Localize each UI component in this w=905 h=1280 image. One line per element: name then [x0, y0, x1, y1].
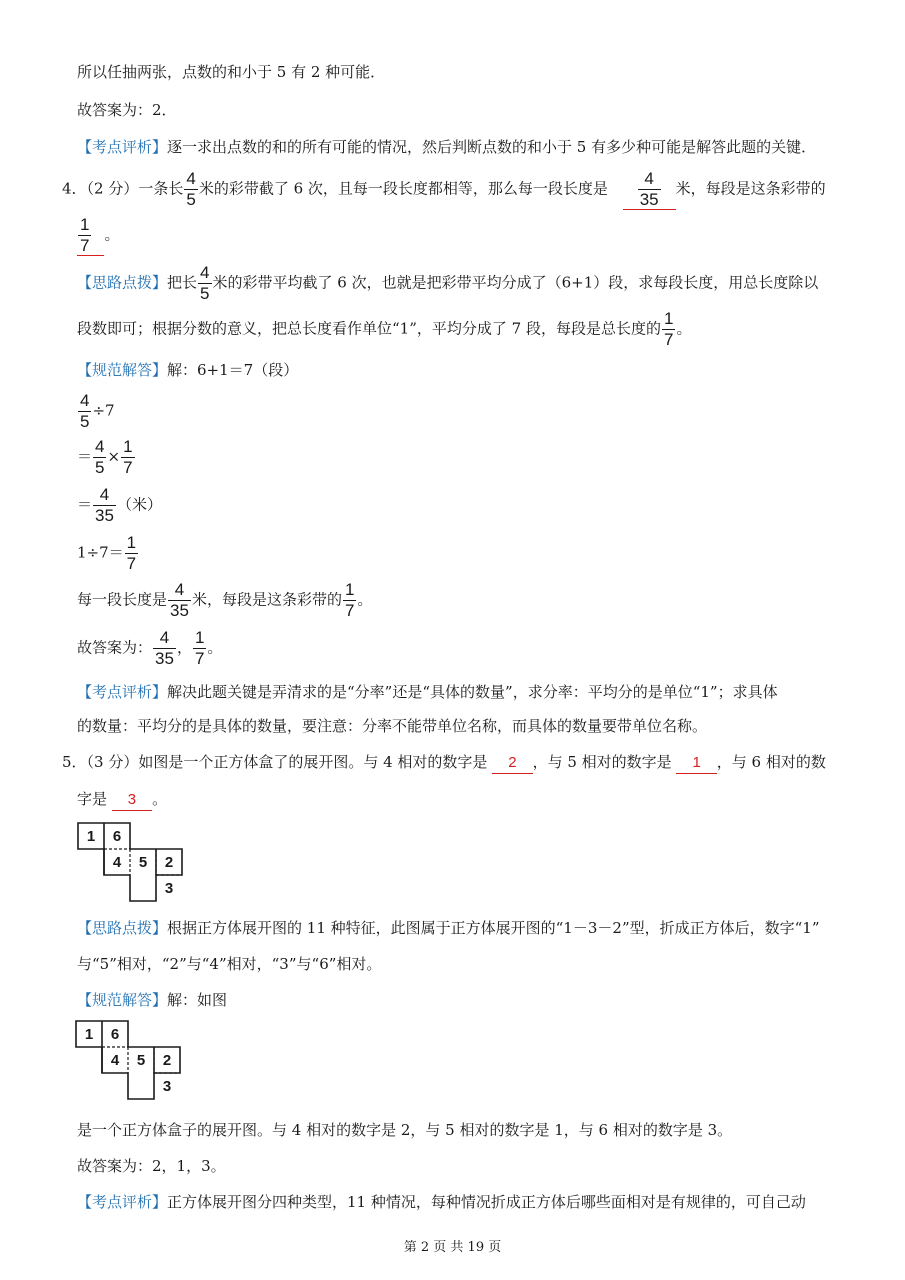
solution-text: 解：如图: [167, 991, 228, 1009]
q4-text-d: 。: [104, 225, 120, 244]
hint-text: 根据正方体展开图的 11 种特征，此图属于正方体展开图的“1－3－2”型，折成正方体后，数字“1”: [167, 919, 820, 937]
question-5-cont: [77, 789, 167, 811]
fraction-4-5: $\frac{4}{5}$: [80, 391, 90, 431]
question-4-cont: [77, 216, 119, 256]
hint-text-c: 段数即可；根据分数的意义，把总长度看作单位“1”，平均分成了 7 段，每段是总长度的: [77, 319, 661, 338]
each-segment-line: [77, 581, 372, 620]
question-5: [62, 752, 826, 774]
page-footer: 第 2 页 共 19 页: [403, 1240, 502, 1255]
solution-line: [77, 360, 298, 380]
answer-4-text: 故答案为：: [77, 638, 153, 657]
calc-step-3: [77, 486, 162, 525]
q4-text-b: 米的彩带截了 6 次，且每一段长度都相等，那么每一段长度是: [198, 179, 608, 198]
each-text-a: 每一段长度是: [77, 590, 168, 609]
q5-text-b: ，与 5 相对的数字是: [532, 753, 672, 771]
analysis-tag: 【考点评析】: [77, 683, 168, 701]
hint-text-d: 。: [676, 319, 692, 338]
fraction-4-5: $\frac{4}{5}$: [200, 263, 210, 303]
comma: ，: [176, 638, 192, 657]
q5-answer-2: 1: [676, 753, 716, 774]
q4-answer-blank-1: [623, 170, 676, 210]
cube-net-diagram-2: [75, 1020, 185, 1102]
solution-tag: 【规范解答】: [77, 361, 168, 379]
fraction-1-7: $\frac{1}{7}$: [126, 533, 137, 573]
fraction-1-7: $\frac{1}{7}$: [663, 309, 674, 349]
calc-step-4: [77, 534, 139, 573]
q4-answer-blank-2: [77, 216, 104, 256]
analysis-line: [77, 137, 816, 157]
cube-net-diagram: [77, 822, 187, 904]
times-sign: ×: [107, 447, 121, 466]
q5-answer-3: 3: [112, 790, 152, 811]
fraction-4-5: $\frac{4}{5}$: [186, 169, 196, 209]
analysis-tag: 【考点评析】: [77, 1193, 168, 1211]
q4-text-a: 4．（2 分）一条长: [62, 179, 184, 198]
net-face-4: 4: [112, 853, 122, 871]
hint-line: [77, 264, 818, 303]
calc-text: ÷7: [92, 401, 115, 420]
analysis-5-line: [77, 1192, 806, 1212]
analysis-4-line: [77, 682, 778, 702]
calc-step-1: [77, 392, 115, 431]
fraction-4-35: $\frac{4}{35}$: [95, 485, 114, 525]
fraction-1-7: $\frac{1}{7}$: [194, 628, 205, 668]
equals: ＝: [77, 447, 93, 466]
hint-tag: 【思路点拨】: [77, 919, 168, 937]
answer-line: 故答案为：2．: [77, 101, 177, 119]
q5-text-d: 字是: [77, 790, 108, 808]
q5-text-a: 5．（3 分）如图是一个正方体盒了的展开图。与 4 相对的数字是: [62, 753, 488, 771]
hint-5-line: [77, 918, 820, 938]
answer-4-line: [77, 629, 222, 668]
net-face-6: 6: [112, 827, 122, 845]
equals: ＝: [77, 495, 93, 514]
hint-5-line-2: 与“5”相对，“2”与“4”相对，“3”与“6”相对。: [77, 955, 382, 973]
analysis-text: 逐一求出点数的和的所有可能的情况，然后判断点数的和小于 5 有多少种可能是解答此题的关键．: [167, 138, 817, 156]
conclusion-5-line: 是一个正方体盒子的展开图。与 4 相对的数字是 2，与 5 相对的数字是 1，与 6 相对的数字是 3。: [77, 1121, 733, 1139]
analysis-tag: 【考点评析】: [77, 138, 168, 156]
analysis-text: 正方体展开图分四种类型，11 种情况，每种情况折成正方体后哪些面相对是有规律的，可自己动: [167, 1193, 806, 1211]
fraction-4-35: $\frac{4}{35}$: [170, 580, 189, 620]
net-face-2: 2: [164, 853, 174, 871]
calc-text: 1÷7＝: [77, 543, 124, 562]
q5-text-e: 。: [152, 790, 168, 808]
solution-5-line: [77, 990, 227, 1010]
solution-tag: 【规范解答】: [77, 991, 168, 1009]
fraction-1-7: $\frac{1}{7}$: [344, 580, 355, 620]
unit-text: （米）: [116, 495, 162, 514]
net-face-5: 5: [138, 853, 148, 871]
solution-text: 解：6+1＝7（段）: [167, 361, 299, 379]
q5-text-c: ，与 6 相对的数: [716, 753, 826, 771]
net-face-6: 6: [110, 1025, 120, 1043]
fraction-4-5: $\frac{4}{5}$: [95, 437, 105, 477]
q4-text-c: 米，每段是这条彩带的: [675, 179, 826, 198]
net-face-1: 1: [84, 1025, 94, 1043]
net-face-3: 3: [162, 1077, 172, 1095]
net-face-1: 1: [86, 827, 96, 845]
question-4: [62, 170, 826, 210]
each-text-b: 米，每段是这条彩带的: [191, 590, 342, 609]
hint-tag: 【思路点拨】: [77, 273, 168, 292]
answer-5-line: 故答案为：2，1，3。: [77, 1157, 226, 1175]
fraction-4-35: $\frac{4}{35}$: [155, 628, 174, 668]
fraction-4-35: $\frac{4}{35}$: [639, 169, 659, 209]
q5-answer-1: 2: [492, 753, 532, 774]
analysis-4-line-2: 的数量：平均分的是具体的数量，要注意：分率不能带单位名称，而具体的数量要带单位名称。: [77, 717, 708, 735]
hint-line-2: [77, 310, 691, 349]
calc-step-2: [77, 438, 136, 477]
text-line: 所以任抽两张，点数的和小于 5 有 2 种可能．: [77, 63, 386, 81]
hint-text-b: 米的彩带平均截了 6 次，也就是把彩带平均分成了（6+1）段，求每段长度，用总长度除以: [212, 273, 819, 292]
net-face-5: 5: [136, 1051, 146, 1069]
fraction-1-7: $\frac{1}{7}$: [80, 215, 90, 255]
analysis-text: 解决此题关键是弄清求的是“分率”还是“具体的数量”，求分率：平均分的是单位“1”；求具体: [167, 683, 778, 701]
fraction-1-7: $\frac{1}{7}$: [123, 437, 133, 477]
net-face-3: 3: [164, 879, 174, 897]
each-text-c: 。: [357, 590, 373, 609]
period: 。: [207, 638, 223, 657]
hint-text-a: 把长: [167, 273, 198, 292]
net-face-2: 2: [162, 1051, 172, 1069]
net-face-4: 4: [110, 1051, 120, 1069]
